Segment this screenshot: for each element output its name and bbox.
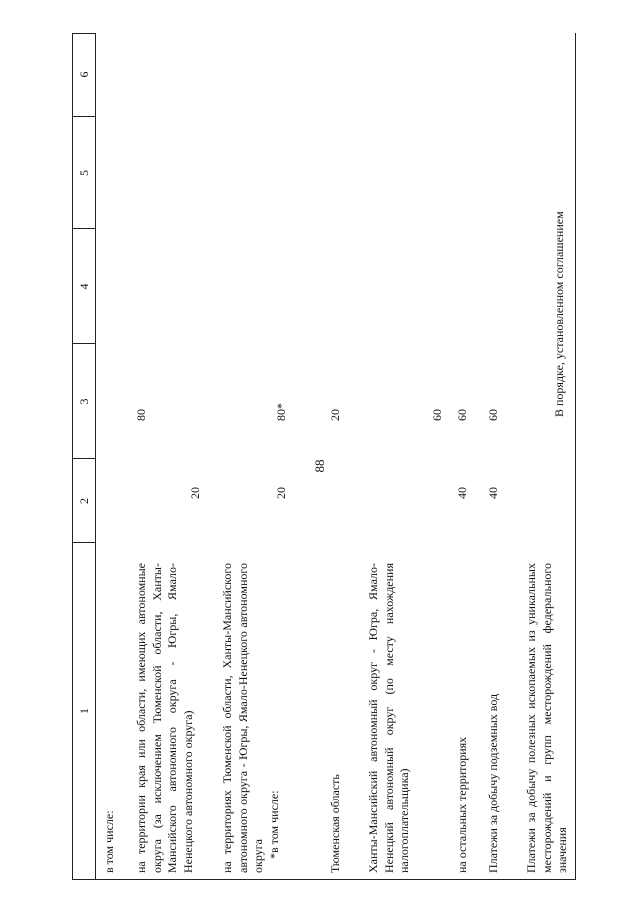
row-value-col3: 80 [134, 409, 148, 421]
row-label: на остальных территориях [455, 736, 469, 873]
row-label: в том числе: [102, 810, 116, 873]
row-value-col2: 40 [486, 487, 500, 499]
row-label [220, 563, 282, 873]
row-value-col2: 20 [188, 487, 202, 499]
row-value-col3: 60 [430, 409, 444, 421]
header-col-4: 4 [76, 283, 91, 290]
header-col-1: 1 [76, 708, 91, 714]
row-label-text: на территориях Тюменской области, Ханты-Мансийского автономного округа - Югры, Ямало-Ненецкого автономного округа [220, 563, 265, 873]
table-body [96, 33, 576, 880]
row-label: Ханты-Мансийский автономный округ - Югра, Ямало-Ненецкий автономный округ (по месту нахождения налогоплательщика) [366, 563, 411, 873]
header-col-2: 2 [76, 498, 91, 504]
row-label: Платежи за добычу полезных ископаемых из уникальных месторождений и групп месторождений федерального значения [524, 563, 569, 873]
row-label: Тюменская область [328, 774, 342, 873]
row-value-col2: 40 [455, 487, 469, 499]
header-col-6: 6 [76, 71, 91, 78]
row-spanning-text: В порядке, установленном соглашением [552, 211, 566, 417]
row-label: Платежи за добычу подземных вод [486, 693, 500, 873]
row-value-col3: 80* [274, 403, 288, 421]
row-value-col2: 20 [274, 487, 288, 499]
row-value-col3: 60 [486, 409, 500, 421]
header-col-3: 3 [76, 398, 91, 405]
row-label: на территории края или области, имеющих автономные округа (за исключением Тюменской области, Ханты-Мансийского автономного округа - Югры, Ямало-Ненецкого автономного округа) [134, 563, 195, 873]
header-col-5: 5 [76, 170, 91, 176]
table-header-row [72, 33, 96, 880]
row-value-col3: 60 [455, 409, 469, 421]
page-number: 88 [312, 459, 327, 473]
row-footnote: *в том числе: [266, 790, 281, 859]
row-value-col3: 20 [328, 409, 342, 421]
